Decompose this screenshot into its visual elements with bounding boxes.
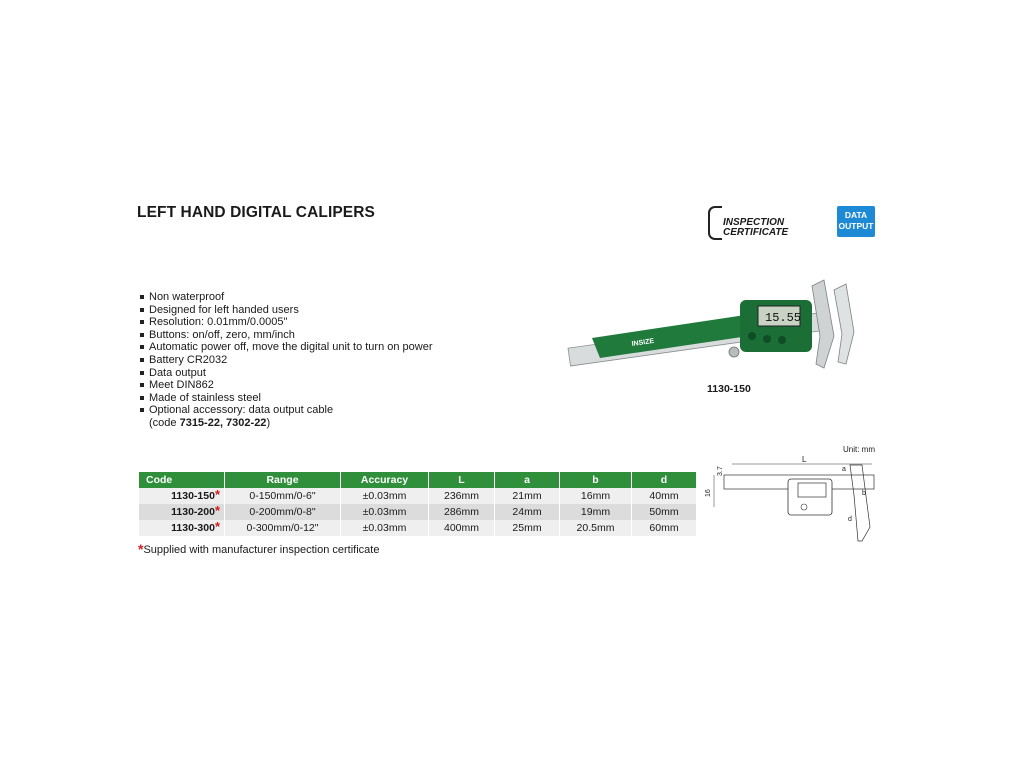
cell-L: 400mm [429,520,495,536]
L-label: L [802,455,807,464]
spec-table [139,472,697,536]
dim-16-label: 16 [705,489,712,497]
footnote-text: Supplied with manufacturer inspection certificate [143,544,380,556]
table-header-row [139,472,697,488]
cell-accuracy: ±0.03mm [341,520,429,536]
cell-b: 20.5mm [560,520,632,536]
cell-accuracy: ±0.03mm [341,504,429,520]
feature-item: Made of stainless steel [140,392,433,405]
col-header-L: L [429,472,495,488]
badge-inspection-text: INSPECTION [723,217,785,228]
asterisk-icon: * [138,541,144,557]
table-row [139,488,697,504]
cell-d: 40mm [632,488,697,504]
dim-3-7-label: 3.7 [717,466,724,476]
feature-item: Designed for left handed users [140,304,433,317]
bullet-icon [140,320,144,324]
cell-code: 1130-300* [139,520,225,536]
photo-model-label: 1130-150 [707,383,751,395]
feature-item: Buttons: on/off, zero, mm/inch [140,329,433,342]
col-header-d: d [632,472,697,488]
zero-button-icon [763,335,771,343]
feature-item: Automatic power off, move the digital unit to turn on power [140,341,433,354]
dimension-drawing [704,455,884,545]
col-header-b: b [560,472,632,488]
data-output-badge [837,206,875,237]
cell-a: 24mm [495,504,560,520]
cell-a: 25mm [495,520,560,536]
bullet-icon [140,333,144,337]
thumb-roller-icon [729,347,739,357]
feature-item: Resolution: 0.01mm/0.0005" [140,316,433,329]
cell-d: 60mm [632,520,697,536]
page-title: LEFT HAND DIGITAL CALIPERS [137,204,375,221]
cell-range: 0-200mm/0-8" [225,504,341,520]
power-button-icon [748,332,756,340]
cell-b: 16mm [560,488,632,504]
accessory-codes: 7315-22, 7302-22 [179,416,267,429]
jaw-outline [850,465,870,541]
badge-data-text: DATA [844,210,868,220]
col-header-a: a [495,472,560,488]
cell-a: 21mm [495,488,560,504]
bullet-icon [140,408,144,412]
bullet-icon [140,358,144,362]
table-row [139,520,697,536]
brand-label: INSIZE [631,337,655,348]
asterisk-icon: * [214,503,220,518]
feature-continuation: (code 7315-22, 7302-22) [149,416,271,429]
lcd-value: 15.55 [765,311,802,325]
badge-output-text: OUTPUT [838,221,874,231]
footnote [138,541,380,557]
cell-L: 236mm [429,488,495,504]
feature-list [140,291,433,430]
bullet-icon [140,383,144,387]
badge-certificate-text: CERTIFICATE [723,227,789,238]
feature-item: Non waterproof [140,291,433,304]
col-header-code: Code [139,472,225,488]
b-label: b [862,490,866,497]
bullet-icon [140,345,144,349]
caliper-photo [562,276,862,372]
unit-label: Unit: mm [843,445,875,454]
bullet-icon [140,396,144,400]
col-header-accuracy: Accuracy [341,472,429,488]
feature-item: Optional accessory: data output cable [140,404,433,417]
cell-range: 0-300mm/0-12" [225,520,341,536]
feature-item: Data output [140,367,433,380]
asterisk-icon: * [214,519,220,534]
sliding-jaw [834,284,854,364]
a-label: a [842,466,846,473]
bullet-icon [140,308,144,312]
cell-L: 286mm [429,504,495,520]
cell-code: 1130-150* [139,488,225,504]
table-row [139,504,697,520]
d-label: d [848,516,852,523]
asterisk-icon: * [214,487,220,502]
cell-range: 0-150mm/0-6" [225,488,341,504]
inspection-certificate-badge [708,205,812,239]
cell-code: 1130-200* [139,504,225,520]
cell-b: 19mm [560,504,632,520]
feature-item: Meet DIN862 [140,379,433,392]
certificate-bracket-icon [708,206,722,240]
cell-d: 50mm [632,504,697,520]
bullet-icon [140,295,144,299]
col-header-range: Range [225,472,341,488]
bullet-icon [140,371,144,375]
feature-item: Battery CR2032 [140,354,433,367]
cell-accuracy: ±0.03mm [341,488,429,504]
unit-button-icon [778,336,786,344]
